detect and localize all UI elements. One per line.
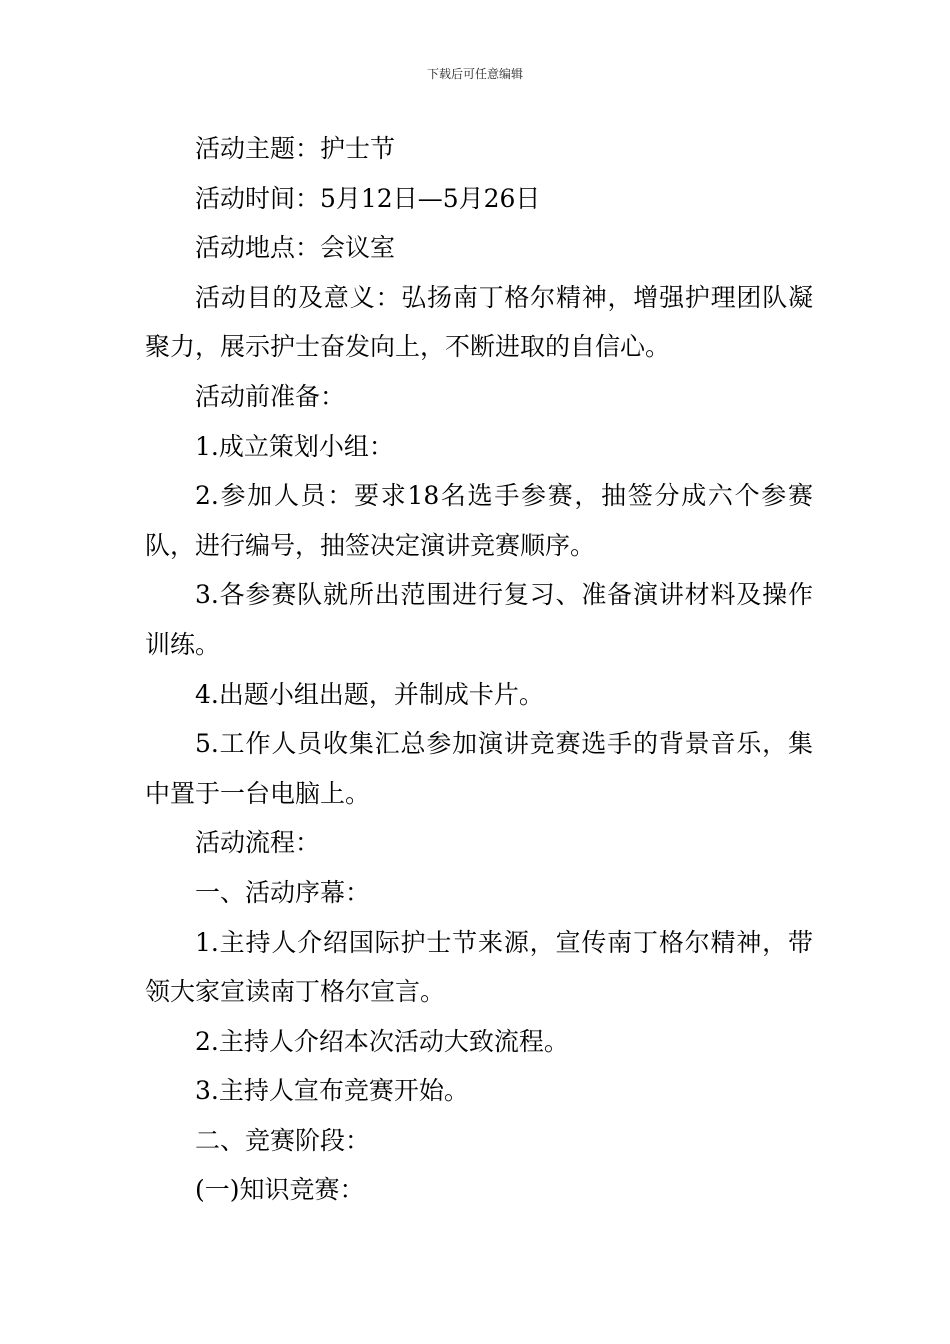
document-body bbox=[145, 124, 813, 1215]
paragraph-section-2-heading: 二、竞赛阶段： bbox=[195, 1125, 371, 1155]
paragraph-theme: 活动主题：护士节 bbox=[195, 134, 396, 163]
paragraph-subsection-knowledge: (一)知识竞赛： bbox=[195, 1175, 365, 1205]
paragraph-preparation-heading: 活动前准备： bbox=[195, 381, 346, 411]
paragraph-prep-item-4: 4.出题小组出题，并制成卡片。 bbox=[195, 679, 544, 709]
header-note: 下载后可任意编辑 bbox=[426, 67, 523, 81]
paragraph-time: 活动时间：5月12日—5月26日 bbox=[195, 183, 541, 213]
paragraph-section-1-heading: 一、活动序幕： bbox=[195, 877, 371, 907]
paragraph-process-heading: 活动流程： bbox=[195, 828, 321, 858]
paragraph-section-1-item-2: 2.主持人介绍本次活动大致流程。 bbox=[195, 1026, 569, 1056]
paragraph-prep-item-1: 1.成立策划小组： bbox=[195, 431, 394, 461]
paragraph-section-1-item-3: 3.主持人宣布竞赛开始。 bbox=[195, 1076, 469, 1106]
paragraph-section-1-item-1: 1.主持人介绍国际护士节来源，宣传南丁格尔精神，带领大家宣读南丁格尔宣言。 bbox=[145, 927, 813, 1007]
paragraph-prep-item-3: 3.各参赛队就所出范围进行复习、准备演讲材料及操作训练。 bbox=[145, 580, 813, 659]
paragraph-prep-item-5: 5.工作人员收集汇总参加演讲竞赛选手的背景音乐，集中置于一台电脑上。 bbox=[145, 729, 813, 808]
paragraph-purpose: 活动目的及意义：弘扬南丁格尔精神，增强护理团队凝聚力，展示护士奋发向上，不断进取的自信心。 bbox=[145, 282, 813, 362]
paragraph-prep-item-2: 2.参加人员：要求18名选手参赛，抽签分成六个参赛队，进行编号，抽签决定演讲竞赛顺序。 bbox=[145, 481, 813, 560]
paragraph-location: 活动地点：会议室 bbox=[195, 233, 396, 263]
